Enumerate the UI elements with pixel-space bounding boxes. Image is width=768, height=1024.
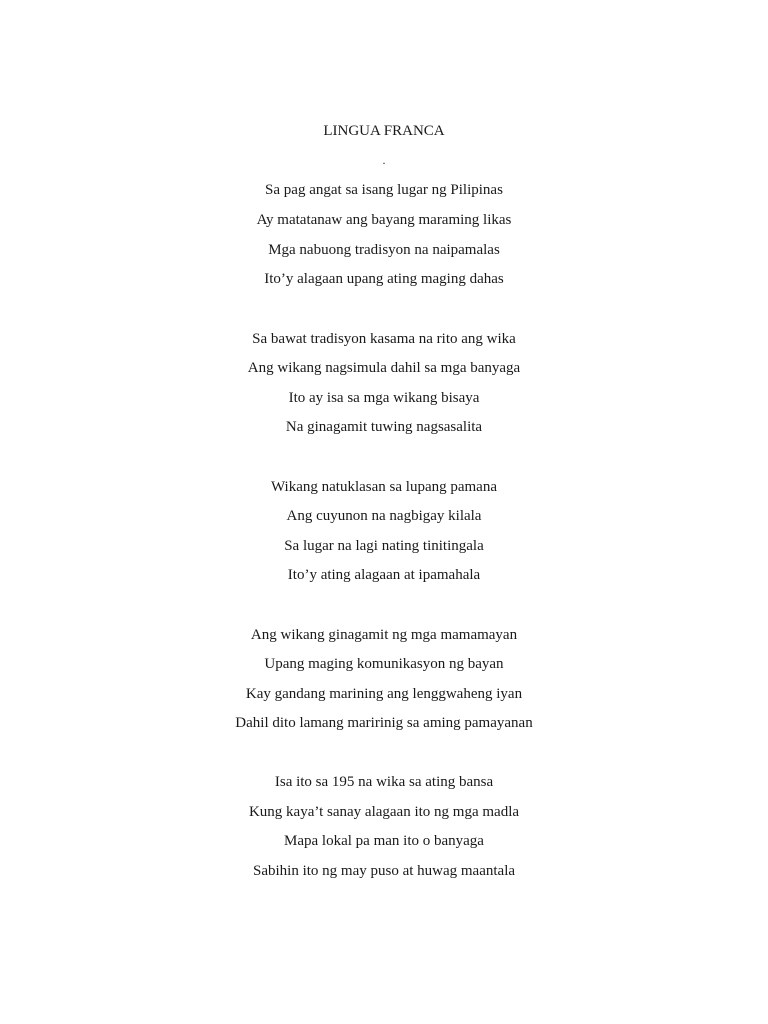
- poem-line: Ito’y alagaan upang ating maging dahas: [264, 271, 504, 287]
- poem-line: Kay gandang marining ang lenggwaheng iyan: [245, 686, 523, 702]
- poem-line: Sa pag angat sa isang lugar ng Pilipinas: [265, 182, 503, 198]
- poem-line: Dahil dito lamang maririnig sa aming pamayanan: [235, 715, 533, 731]
- title-mark: .: [382, 153, 386, 167]
- poem-line: Kung kaya’t sanay alagaan ito ng mga madla: [248, 804, 520, 820]
- poem-line: Ito’y ating alagaan at ipamahala: [287, 567, 481, 583]
- poem-line: Mga nabuong tradisyon na naipamalas: [268, 242, 500, 258]
- poem-line: Ay matatanaw ang bayang maraming likas: [256, 212, 512, 228]
- poem-line: Isa ito sa 195 na wika sa ating bansa: [274, 774, 494, 790]
- poem-line: Mapa lokal pa man ito o banyaga: [284, 833, 484, 849]
- poem-line: Ito ay isa sa mga wikang bisaya: [288, 390, 480, 406]
- poem-line: Ang wikang ginagamit ng mga mamamayan: [250, 627, 518, 643]
- poem-line: Na ginagamit tuwing nagsasalita: [285, 419, 483, 435]
- poem-line: Upang maging komunikasyon ng bayan: [264, 656, 504, 672]
- poem-title: LINGUA FRANCA: [323, 123, 445, 139]
- poem-line: Sa bawat tradisyon kasama na rito ang wika: [252, 331, 516, 347]
- poem-line: Sa lugar na lagi nating tinitingala: [284, 538, 484, 554]
- poem-line: Ang cuyunon na nagbigay kilala: [286, 508, 482, 524]
- poem-line: Sabihin ito ng may puso at huwag maantala: [252, 863, 516, 879]
- poem-line: Wikang natuklasan sa lupang pamana: [271, 479, 497, 495]
- poem-line: Ang wikang nagsimula dahil sa mga banyaga: [247, 360, 521, 376]
